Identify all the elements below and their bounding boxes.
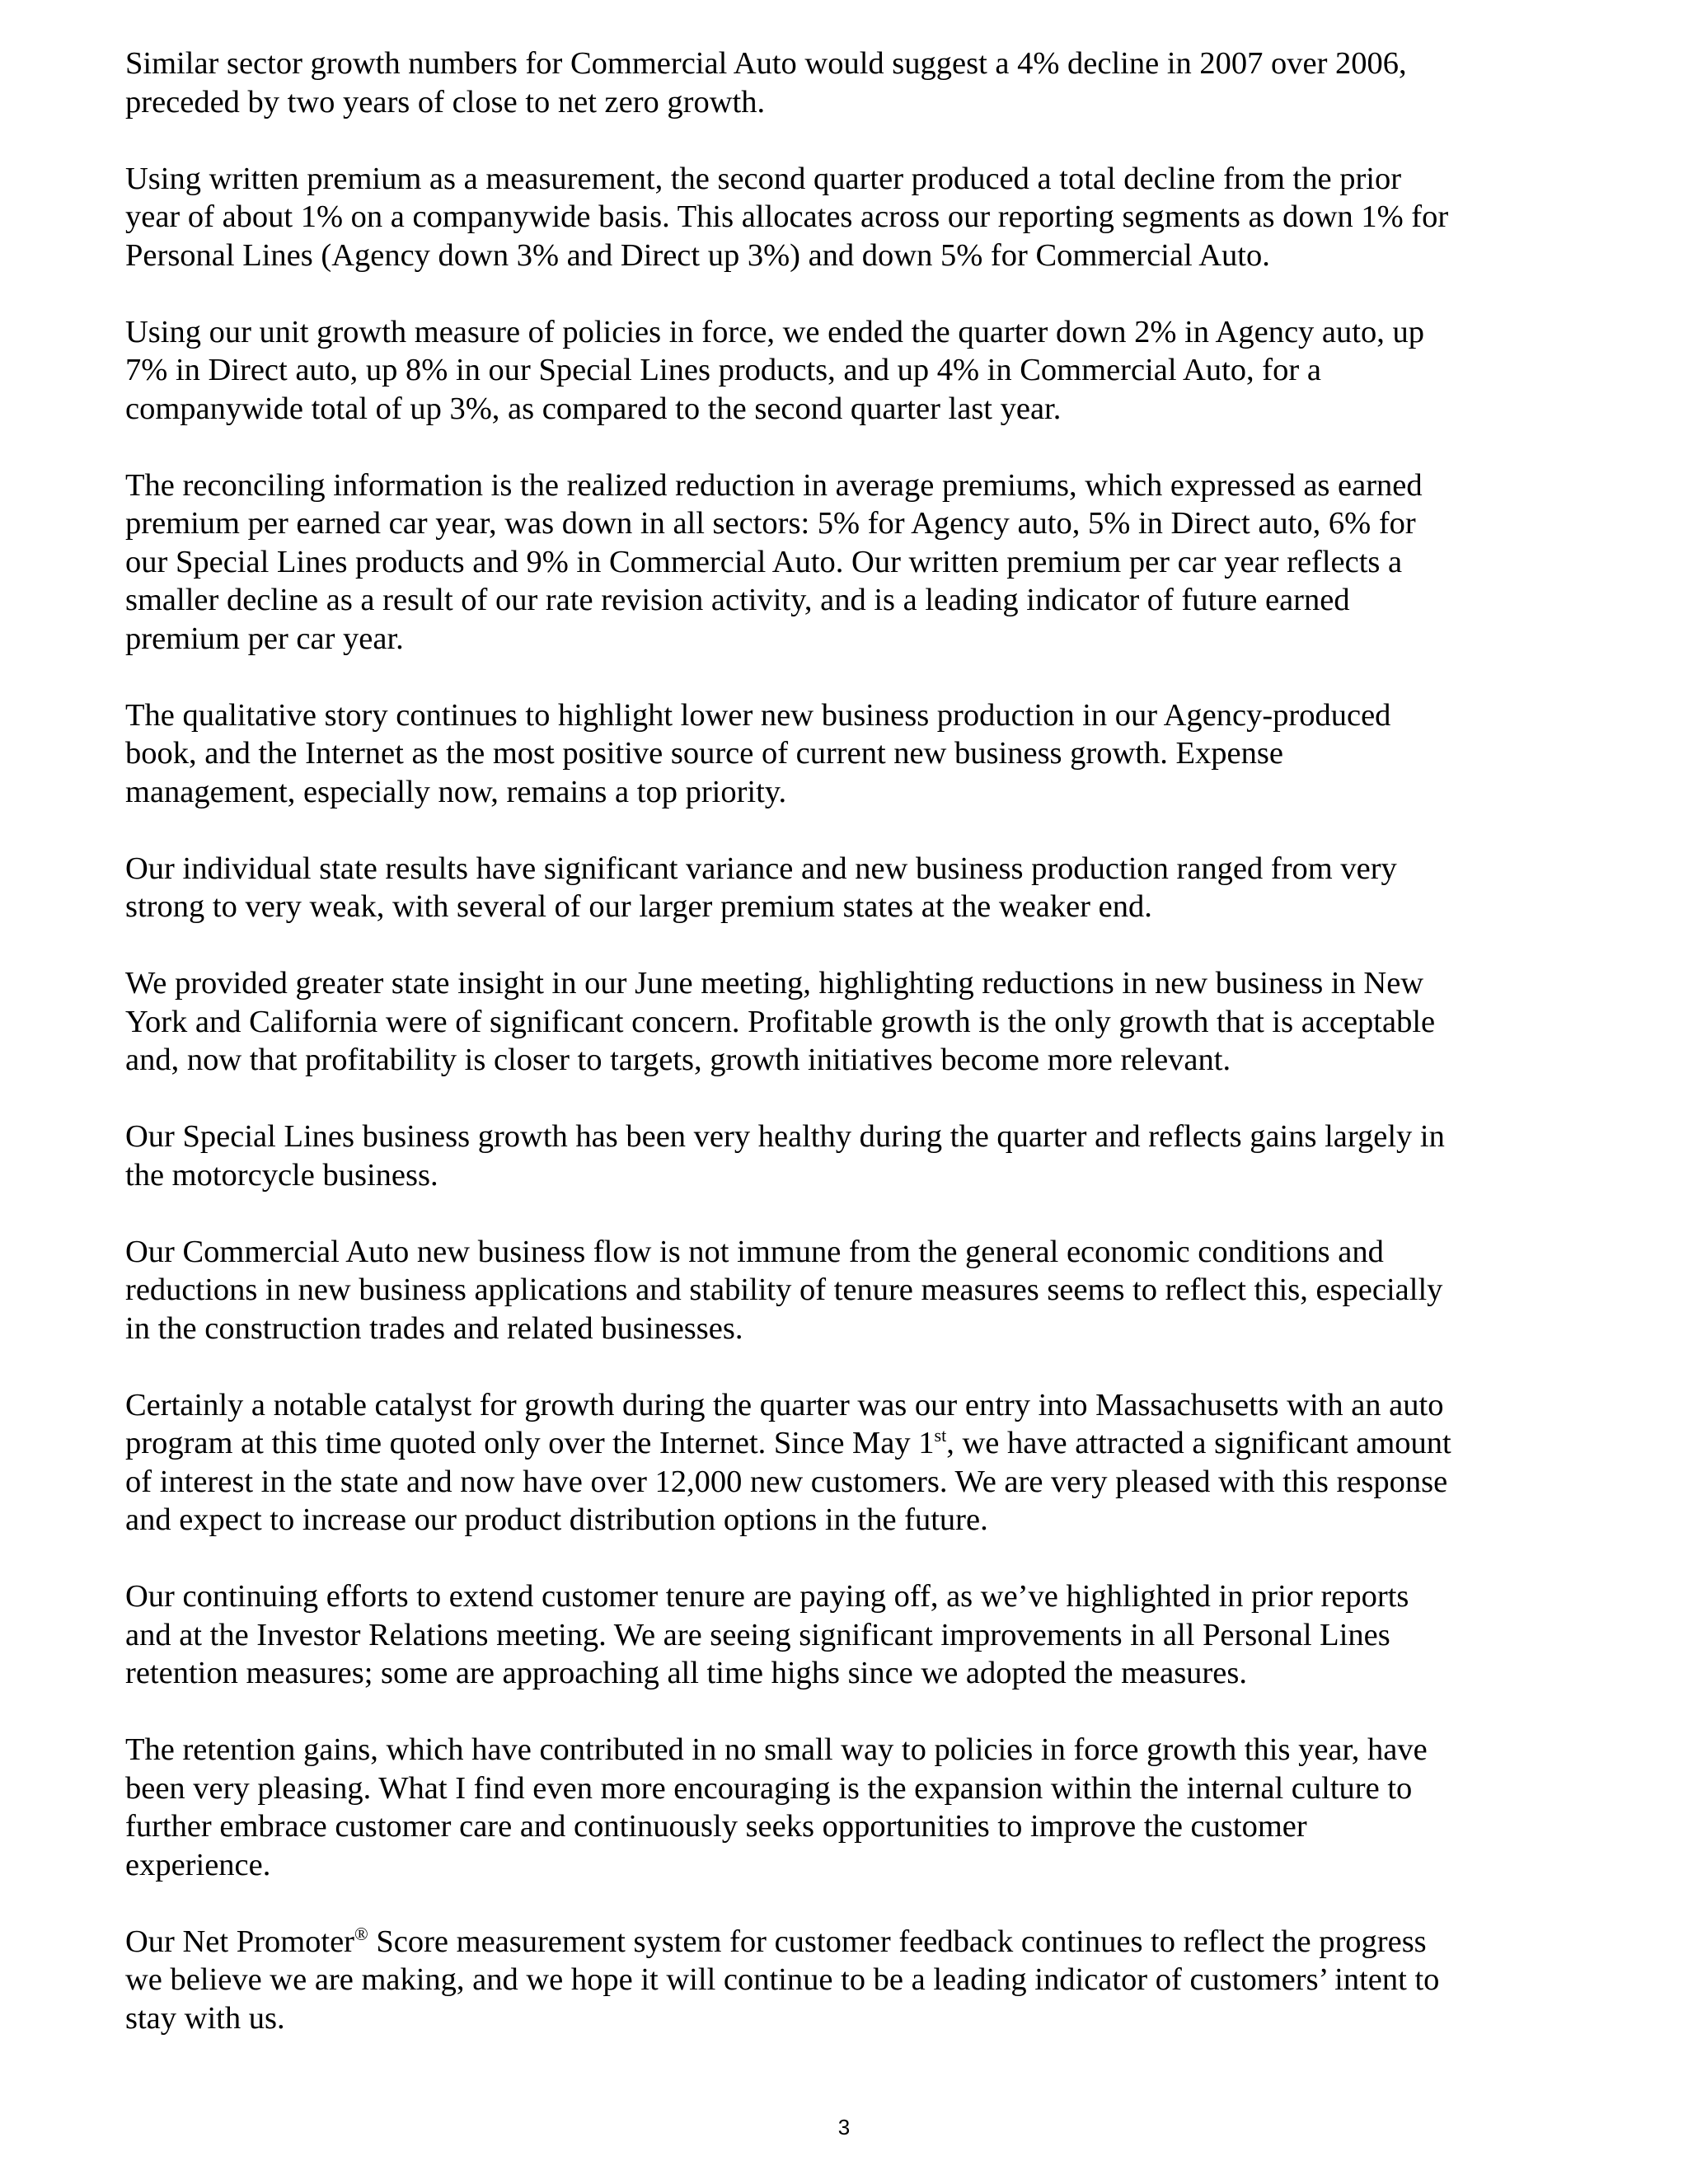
paragraph-net-promoter [125, 1923, 1526, 2038]
page-number: 3 [837, 2115, 851, 2139]
paragraph-june-meeting: We provided greater state insight in our June meeting, highlighting reductions in new business in New York and California were of significant concern. Profitable growth is the only growth that is acceptable and, now that profitability is closer to targets, growth initiatives become more relevant. [125, 966, 1436, 1077]
paragraph-average-premiums: The reconciling information is the realized reduction in average premiums, which expressed as earned premium per earned car year, was down in all sectors: 5% for Agency auto, 5% in Direct auto, 6% for our Special Lines products and 9% in Commercial Auto. Our written premium per car year reflects a smaller decline as a result of our rate revision activity, and is a leading indicator of future earned premium per car year. [125, 467, 1423, 656]
paragraph-state-results: Our individual state results have significant variance and new business production ranged from very strong to very weak, with several of our larger premium states at the weaker end. [125, 851, 1397, 924]
paragraph-massachusetts-start: Certainly a notable catalyst for growth during the quarter was our entry into Massachusetts with an auto program at this time quoted only over the Internet. Since May 1 [125, 1387, 1444, 1460]
paragraph-net-promoter-end: Score measurement system for customer feedback continues to reflect the progress we believe we are making, and we hope it will continue to be a leading indicator of customers’ intent to stay with us. [125, 1924, 1440, 2036]
ordinal-suffix: st [934, 1425, 947, 1446]
document-body [125, 45, 1526, 2076]
paragraph-written-premium: Using written premium as a measurement, the second quarter produced a total decline from the prior year of about 1% on a companywide basis. This allocates across our reporting segments as down 1% for Personal Lines (Agency down 3% and Direct up 3%) and down 5% for Commercial Auto. [125, 161, 1449, 273]
paragraph-customer-tenure: Our continuing efforts to extend customer tenure are paying off, as we’ve highlighted in prior reports and at the Investor Relations meeting. We are seeing significant improvements in all Personal Lines retention measures; some are approaching all time highs since we adopted the measures. [125, 1579, 1409, 1690]
paragraph-retention-gains: The retention gains, which have contributed in no small way to policies in force growth this year, have been very pleasing. What I find even more encouraging is the expansion within the internal culture to further embrace customer care and continuously seeks opportunities to improve the customer experience. [125, 1732, 1428, 1882]
paragraph-commercial-auto-new-business: Our Commercial Auto new business flow is not immune from the general economic conditions and reductions in new business applications and stability of tenure measures seems to reflect this, especially in the construction trades and related businesses. [125, 1234, 1443, 1346]
paragraph-special-lines: Our Special Lines business growth has been very healthy during the quarter and reflects gains largely in the motorcycle business. [125, 1119, 1445, 1193]
registered-mark: ® [354, 1923, 368, 1944]
paragraph-massachusetts-end: , we have attracted a significant amount of interest in the state and now have over 12,000 new customers. We are very pleased with this response and expect to increase our product distribution options in the future. [125, 1426, 1451, 1537]
paragraph-qualitative-story: The qualitative story continues to highlight lower new business production in our Agency-produced book, and the Internet as the most positive source of current new business growth. Expense management, especially now, remains a top priority. [125, 697, 1391, 809]
paragraph-policies-in-force: Using our unit growth measure of policies in force, we ended the quarter down 2% in Agency auto, up 7% in Direct auto, up 8% in our Special Lines products, and up 4% in Commercial Auto, for a companywide total of up 3%, as compared to the second quarter last year. [125, 314, 1424, 426]
paragraph-net-promoter-start: Our Net Promoter [125, 1924, 354, 1959]
paragraph-commercial-auto-sector-growth: Similar sector growth numbers for Commercial Auto would suggest a 4% decline in 2007 over 2006, preceded by two years of close to net zero growth. [125, 46, 1407, 120]
paragraph-massachusetts [125, 1386, 1526, 1540]
